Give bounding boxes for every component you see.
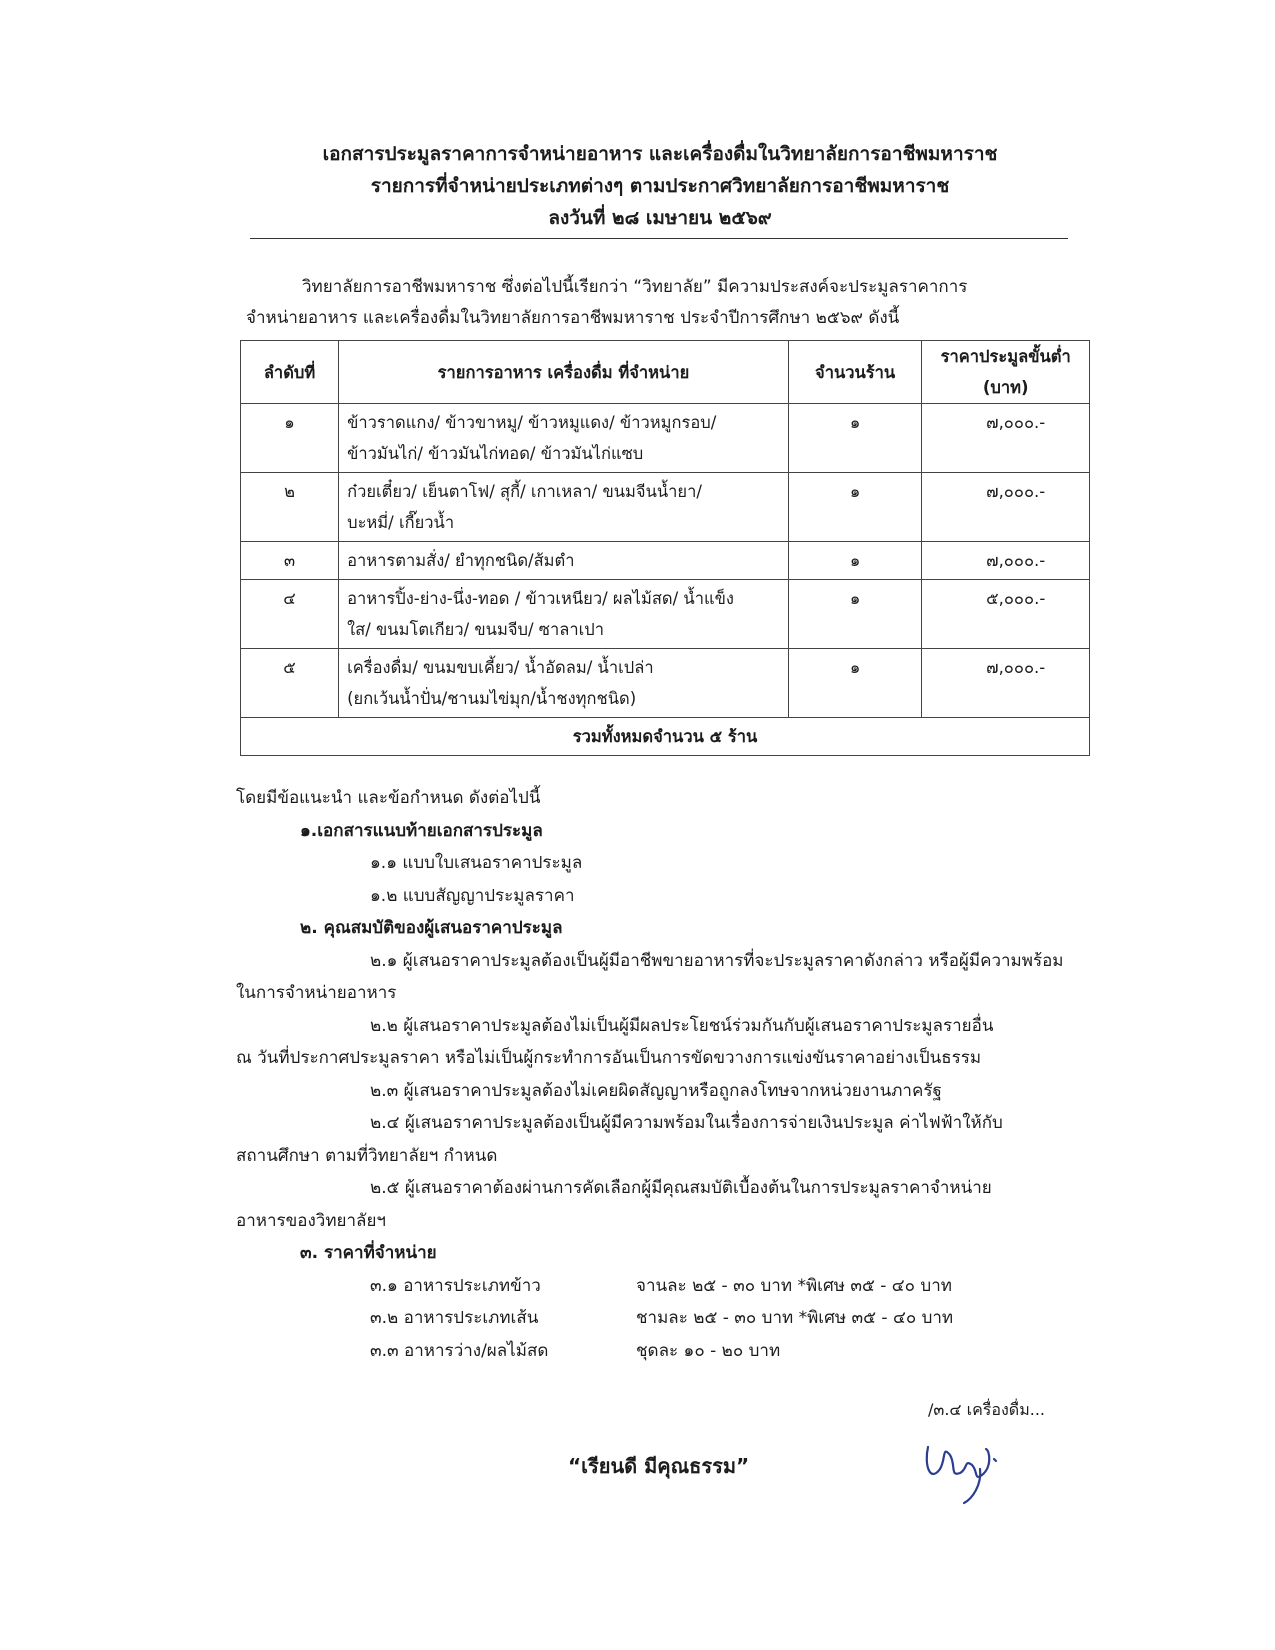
- table-row: [241, 542, 1090, 580]
- section2-item5-line1: ๒.๕ ผู้เสนอราคาต้องผ่านการคัดเลือกผู้มีคุณสมบัติเบื้องต้นในการประมูลราคาจำหน่าย: [370, 1178, 992, 1198]
- row-price: [922, 542, 1090, 580]
- header-title-line2: รายการที่จำหน่ายประเภทต่างๆ ตามประกาศวิทยาลัยการอาชีพมหาราช: [370, 175, 950, 197]
- price-row-label: ๓.๓ อาหารว่าง/ผลไม้สด: [370, 1340, 549, 1361]
- row-item-line1: เครื่องดื่ม/ ขนมขบเคี้ยว/ น้ำอัดลม/ น้ำเปล่า: [347, 658, 654, 677]
- row-count: ๑: [788, 580, 922, 649]
- signature-mark: [920, 1425, 1020, 1505]
- section2-item5-line2: อาหารของวิทยาลัยฯ: [236, 1210, 386, 1231]
- document-header: [250, 138, 1070, 234]
- header-date-line: ลงวันที่ ๒๘ เมษายน ๒๕๖๙: [548, 207, 772, 229]
- row-item-line1: ข้าวราดแกง/ ข้าวขาหมู/ ข้าวหมูแดง/ ข้าวหมูกรอบ/: [347, 413, 717, 432]
- row-item-line2: ข้าวมันไก่/ ข้าวมันไก่ทอด/ ข้าวมันไก่แซบ: [347, 444, 644, 463]
- row-item-line1: อาหารตามสั่ง/ ยำทุกชนิด/ส้มตำ: [347, 551, 575, 570]
- row-no: ๓: [241, 542, 339, 580]
- col-header-count: จำนวนร้าน: [788, 341, 922, 404]
- section2-item2-line2: ณ วันที่ประกาศประมูลราคา หรือไม่เป็นผู้กระทำการอันเป็นการขัดขวางการแข่งขันราคาอย่างเป็นธรรม: [236, 1048, 982, 1068]
- row-item-line2: ใส/ ขนมโตเกียว/ ขนมจีบ/ ซาลาเปา: [347, 620, 605, 639]
- price-row-value: ชุดละ ๑๐ - ๒๐ บาท: [636, 1340, 781, 1361]
- section2-item4-line1: ๒.๔ ผู้เสนอราคาประมูลต้องเป็นผู้มีความพร้อมในเรื่องการจ่ายเงินประมูล ค่าไฟฟ้าให้กับ: [370, 1113, 1003, 1133]
- price-row-label: ๓.๒ อาหารประเภทเส้น: [370, 1308, 539, 1328]
- header-divider: [250, 238, 1068, 239]
- section3-title: ๓. ราคาที่จำหน่าย: [300, 1243, 437, 1263]
- price-row-value: จานละ ๒๕ - ๓๐ บาท *พิเศษ ๓๕ - ๔๐ บาท: [636, 1275, 952, 1296]
- row-item: [339, 404, 789, 473]
- row-price-value: ๗,๐๐๐.-: [986, 658, 1046, 677]
- section1-item1: ๑.๑ แบบใบเสนอราคาประมูล: [370, 853, 583, 873]
- section1-item2: ๑.๒ แบบสัญญาประมูลราคา: [370, 885, 575, 906]
- price-row: [236, 1270, 1086, 1303]
- row-price-value: ๕,๐๐๐.-: [986, 589, 1046, 608]
- items-table: [240, 340, 1090, 756]
- section2-title: ๒. คุณสมบัติของผู้เสนอราคาประมูล: [300, 918, 563, 938]
- col-header-price: [922, 341, 1090, 404]
- row-item: [339, 473, 789, 542]
- table-header-row: [241, 341, 1090, 404]
- price-row-value: ชามละ ๒๕ - ๓๐ บาท *พิเศษ ๓๕ - ๔๐ บาท: [636, 1308, 954, 1328]
- section2-item1-line2: ในการจำหน่ายอาหาร: [236, 983, 397, 1003]
- row-no: ๔: [241, 580, 339, 649]
- col-header-item: รายการอาหาร เครื่องดื่ม ที่จำหน่าย: [339, 341, 789, 404]
- table-total-row: [241, 718, 1090, 756]
- row-price: [922, 473, 1090, 542]
- section2-item4-line2: สถานศึกษา ตามที่วิทยาลัยฯ กำหนด: [236, 1145, 498, 1166]
- section2-item2-line1: ๒.๒ ผู้เสนอราคาประมูลต้องไม่เป็นผู้มีผลประโยชน์ร่วมกันกับผู้เสนอราคาประมูลรายอื่น: [370, 1015, 994, 1036]
- row-item-line1: อาหารปิ้ง-ย่าง-นึ่ง-ทอด / ข้าวเหนียว/ ผลไม้สด/ น้ำแข็ง: [347, 589, 734, 608]
- table-row: [241, 580, 1090, 649]
- row-price: [922, 649, 1090, 718]
- row-no: ๕: [241, 649, 339, 718]
- intro-paragraph: [246, 272, 1086, 334]
- row-price-value: ๗,๐๐๐.-: [986, 413, 1046, 432]
- section1-title: ๑.เอกสารแนบท้ายเอกสารประมูล: [300, 820, 543, 841]
- header-title-line1: เอกสารประมูลราคาการจำหน่ายอาหาร และเครื่องดื่มในวิทยาลัยการอาชีพมหาราช: [322, 143, 998, 165]
- row-price-value: ๗,๐๐๐.-: [986, 482, 1046, 501]
- section2-item3: ๒.๓ ผู้เสนอราคาประมูลต้องไม่เคยผิดสัญญาหรือถูกลงโทษจากหน่วยงานภาครัฐ: [370, 1080, 942, 1101]
- row-no: ๑: [241, 404, 339, 473]
- row-count: ๑: [788, 542, 922, 580]
- row-no: ๒: [241, 473, 339, 542]
- price-row: [236, 1335, 1086, 1368]
- requirements-section: [236, 782, 1086, 1367]
- row-item-line2: (ยกเว้นน้ำปั่น/ชานมไข่มุก/น้ำชงทุกชนิด): [347, 689, 637, 708]
- requirements-intro: โดยมีข้อแนะนำ และข้อกำหนด ดังต่อไปนี้: [236, 788, 541, 808]
- row-count: ๑: [788, 649, 922, 718]
- col-header-price-line2: (บาท): [982, 378, 1029, 397]
- col-header-no: ลำดับที่: [241, 341, 339, 404]
- table-row: [241, 473, 1090, 542]
- intro-line2: จำหน่ายอาหาร และเครื่องดื่มในวิทยาลัยการอาชีพมหาราช ประจำปีการศึกษา ๒๕๖๙ ดังนี้: [246, 308, 900, 328]
- price-row-label: ๓.๑ อาหารประเภทข้าว: [370, 1275, 541, 1296]
- table-total: รวมทั้งหมดจำนวน ๕ ร้าน: [241, 718, 1090, 756]
- row-price: [922, 404, 1090, 473]
- price-row: [236, 1302, 1086, 1335]
- intro-line1: วิทยาลัยการอาชีพมหาราช ซึ่งต่อไปนี้เรียกว่า “วิทยาลัย” มีความประสงค์จะประมูลราคาการ: [302, 277, 968, 297]
- college-motto: “เรียนดี มีคุณธรรม”: [568, 1454, 750, 1478]
- row-price-value: ๗,๐๐๐.-: [986, 551, 1046, 570]
- section2-item1-line1: ๒.๑ ผู้เสนอราคาประมูลต้องเป็นผู้มีอาชีพขายอาหารที่จะประมูลราคาดังกล่าว หรือผู้มีความพร้อม: [370, 950, 1064, 971]
- row-item: [339, 649, 789, 718]
- row-item: [339, 542, 789, 580]
- table-row: [241, 649, 1090, 718]
- row-item-line1: ก๋วยเตี๋ยว/ เย็นตาโฟ/ สุกี้/ เกาเหลา/ ขนมจีนน้ำยา/: [347, 482, 702, 501]
- row-price: [922, 580, 1090, 649]
- row-count: ๑: [788, 473, 922, 542]
- row-count: ๑: [788, 404, 922, 473]
- row-item-line2: บะหมี่/ เกี๊ยวน้ำ: [347, 513, 455, 532]
- row-item: [339, 580, 789, 649]
- table-row: [241, 404, 1090, 473]
- next-page-reference: /๓.๔ เครื่องดื่ม...: [928, 1400, 1045, 1419]
- col-header-price-line1: ราคาประมูลขั้นต่ำ: [940, 347, 1071, 366]
